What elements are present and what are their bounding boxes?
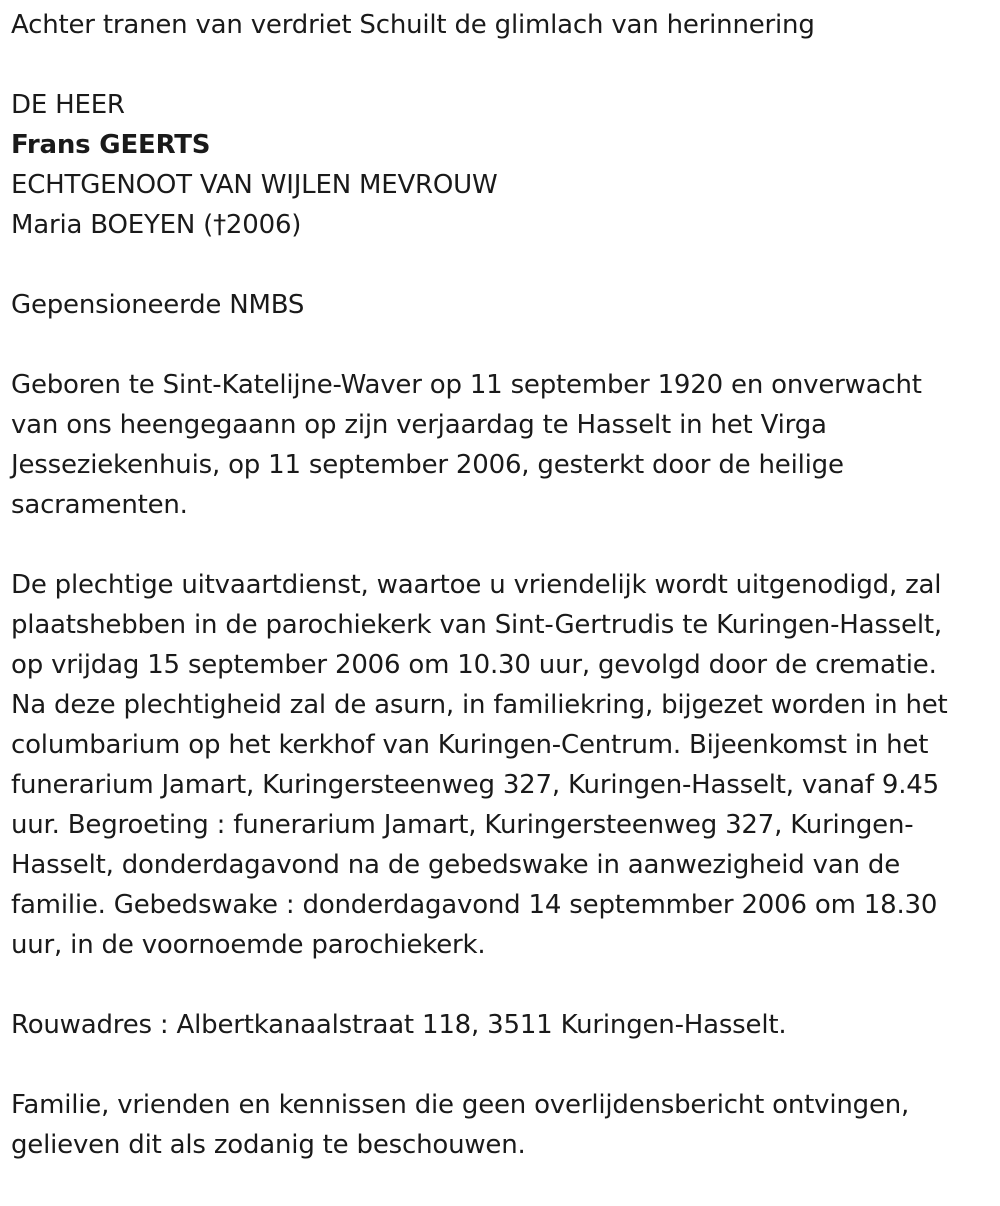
closing-paragraph [11, 1085, 991, 1165]
closing-line: Familie, vrienden en kennissen die geen overlijdensbericht ontvingen, [11, 1090, 910, 1120]
motto: Achter tranen van verdriet Schuilt de glimlach van herinnering [11, 10, 815, 40]
service-line: op vrijdag 15 september 2006 om 10.30 uur, gevolgd door de crematie. [11, 650, 937, 680]
birth-line: sacramenten. [11, 490, 188, 520]
spacer [11, 245, 991, 285]
spouse-line: ECHTGENOOT VAN WIJLEN MEVROUW [11, 170, 498, 200]
birth-line: van ons heengegaann op zijn verjaardag te Hasselt in het Virga [11, 410, 827, 440]
birth-line: Geboren te Sint-Katelijne-Waver op 11 september 1920 en onverwacht [11, 370, 922, 400]
occupation: Gepensioneerde NMBS [11, 290, 305, 320]
service-line: columbarium op het kerkhof van Kuringen-Centrum. Bijeenkomst in het [11, 730, 929, 760]
spacer [11, 965, 991, 1005]
service-line: De plechtige uitvaartdienst, waartoe u vriendelijk wordt uitgenodigd, zal [11, 570, 942, 600]
birth-paragraph [11, 365, 991, 525]
spacer [11, 45, 991, 85]
service-line: funerarium Jamart, Kuringersteenweg 327, Kuringen-Hasselt, vanaf 9.45 [11, 770, 939, 800]
birth-line: Jesseziekenhuis, op 11 september 2006, gesterkt door de heilige [11, 450, 844, 480]
title: DE HEER [11, 90, 125, 120]
service-line: Na deze plechtigheid zal de asurn, in familiekring, bijgezet worden in het [11, 690, 948, 720]
deceased-name: Frans GEERTS [11, 130, 211, 160]
mourning-address: Rouwadres : Albertkanaalstraat 118, 3511 Kuringen-Hasselt. [11, 1010, 787, 1040]
service-line: Hasselt, donderdagavond na de gebedswake in aanwezigheid van de [11, 850, 901, 880]
service-line: uur, in de voornoemde parochiekerk. [11, 930, 486, 960]
service-line: plaatshebben in de parochiekerk van Sint-Gertrudis te Kuringen-Hasselt, [11, 610, 942, 640]
service-line: uur. Begroeting : funerarium Jamart, Kuringersteenweg 327, Kuringen- [11, 810, 914, 840]
obituary-notice [11, 5, 991, 1165]
closing-line: gelieven dit als zodanig te beschouwen. [11, 1130, 526, 1160]
service-paragraph [11, 565, 991, 965]
spacer [11, 525, 991, 565]
service-line: familie. Gebedswake : donderdagavond 14 septemmber 2006 om 18.30 [11, 890, 938, 920]
spacer [11, 1045, 991, 1085]
spacer [11, 325, 991, 365]
spouse-name: Maria BOEYEN (†2006) [11, 210, 302, 240]
